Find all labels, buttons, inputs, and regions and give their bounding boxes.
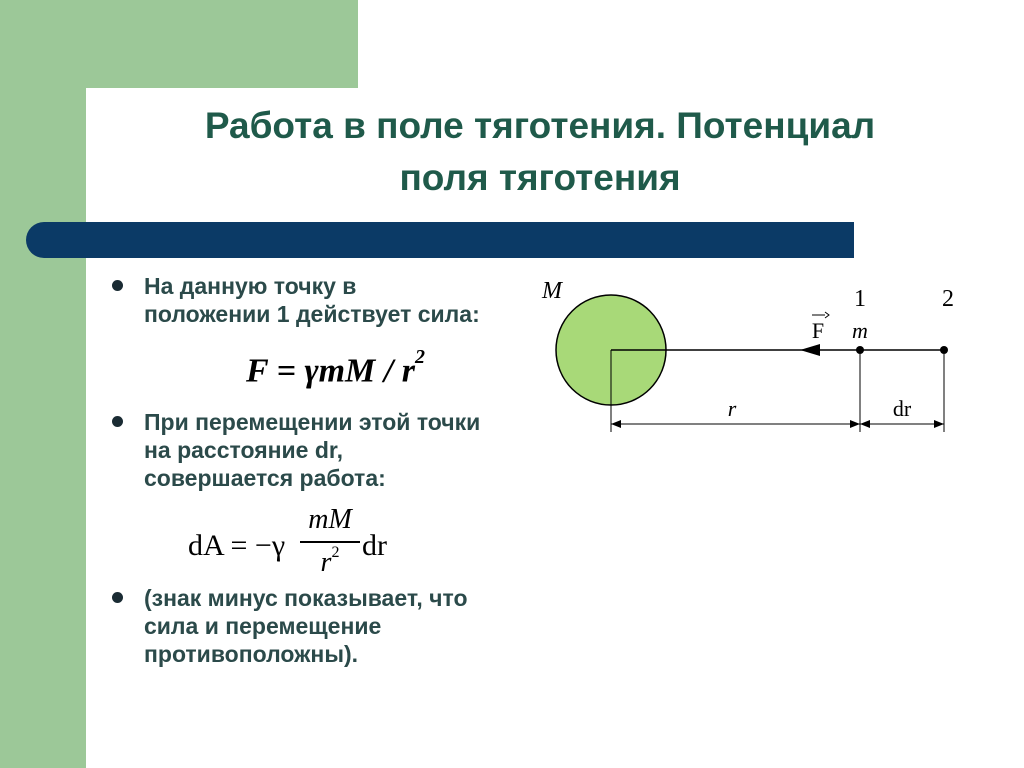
dr-label: dr xyxy=(892,396,912,421)
formula-force-main: F = γmM / r xyxy=(246,352,415,390)
title-underline-bar xyxy=(26,222,854,258)
bullet-item-sign-note xyxy=(112,584,482,668)
formula-force-exponent: 2 xyxy=(414,346,425,368)
formula-den-exponent: 2 xyxy=(331,543,340,561)
bullet-text: При перемещении этой точки на расстояние dr, совершается работа: xyxy=(144,409,481,491)
point-2-label: 2 xyxy=(942,286,954,312)
small-mass-label: m xyxy=(852,318,868,343)
formula-gravity-force xyxy=(246,346,425,390)
formula-work-right: dr xyxy=(362,529,387,562)
bullet-dot-icon xyxy=(112,416,123,427)
formula-work-numerator: mM xyxy=(308,504,352,535)
formula-work-denominator xyxy=(302,543,358,579)
point-1-label: 1 xyxy=(854,286,866,312)
bullet-item-work xyxy=(112,408,482,492)
title-line-1: Работа в поле тяготения. Потенциал xyxy=(204,105,876,146)
bullet-dot-icon xyxy=(112,280,123,291)
decorative-green-block xyxy=(86,0,358,88)
bullet-item-force xyxy=(112,272,482,328)
gravity-field-diagram xyxy=(530,272,970,444)
bullet-text: (знак минус показывает, что сила и перемещение противоположны). xyxy=(144,585,468,667)
formula-fraction-line xyxy=(300,541,360,543)
bullet-text: На данную точку в положении 1 действует сила: xyxy=(144,273,480,327)
formula-work-left: dA = −γ xyxy=(188,529,286,562)
bullet-dot-icon xyxy=(112,592,123,603)
vector-arrow-icon xyxy=(825,312,829,318)
formula-den-base: r xyxy=(320,547,332,578)
r-label: r xyxy=(727,396,737,421)
force-arrowhead-icon xyxy=(800,344,820,356)
point-1-dot xyxy=(856,346,864,354)
title-line-2: поля тяготения xyxy=(399,157,681,198)
force-label: F xyxy=(811,318,825,343)
formula-work xyxy=(188,500,428,590)
mass-label: M xyxy=(542,278,562,304)
point-2-dot xyxy=(940,346,948,354)
decorative-green-strip xyxy=(0,0,86,768)
slide-title xyxy=(100,100,980,204)
